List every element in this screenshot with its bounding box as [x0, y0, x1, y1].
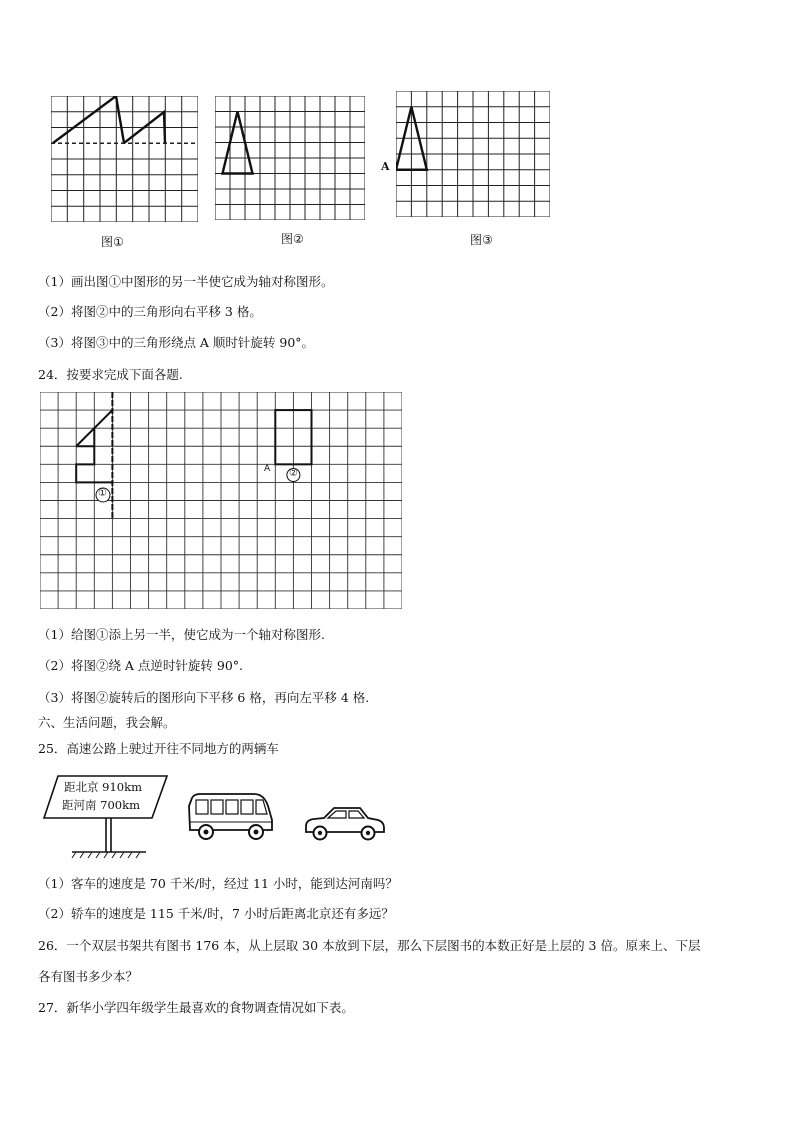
caption-figure-3: 图③: [470, 233, 493, 247]
q26-line-1: 26．一个双层书架共有图书 176 本，从上层取 30 本放到下层，那么下层图书的本数正好是上层的 3 倍。原来上、下层: [38, 938, 701, 953]
q25-item-2: （2）轿车的速度是 115 千米/时，7 小时后距离北京还有多远？: [38, 906, 394, 921]
car-image: [302, 804, 386, 842]
q26-line-2: 各有图书多少本？: [38, 969, 139, 984]
q24-grid: [40, 392, 402, 609]
q24-item-1: （1）给图①添上另一半，使它成为一个轴对称图形.: [38, 627, 325, 642]
q24-point-a-label: A: [264, 464, 271, 474]
q23-item-1: （1）画出图①中图形的另一半使它成为轴对称图形。: [38, 274, 334, 289]
caption-figure-1: 图①: [101, 235, 124, 249]
q27-line-1: 27．新华小学四年级学生最喜欢的食物调查情况如下表。: [38, 1000, 354, 1015]
grid-figure-1: [51, 96, 198, 222]
q25-item-1: （1）客车的速度是 70 千米/时，经过 11 小时，能到达河南吗？: [38, 876, 398, 891]
sign-line-1: 距北京 910km: [64, 780, 142, 794]
q23-item-2: （2）将图②中的三角形向右平移 3 格。: [38, 304, 262, 319]
grid-figure-2: [215, 96, 365, 220]
q24-item-3: （3）将图②旋转后的图形向下平移 6 格，再向左平移 4 格.: [38, 690, 370, 705]
q24-item-2: （2）将图②绕 A 点逆时针旋转 90°.: [38, 658, 244, 673]
q24-fig2-label: ②: [289, 468, 298, 479]
sign-line-2: 距河南 700km: [62, 798, 140, 812]
grid-figure-3: [396, 91, 550, 217]
q23-item-3: （3）将图③中的三角形绕点 A 顺时针旋转 90°。: [38, 335, 315, 350]
caption-figure-2: 图②: [281, 232, 304, 246]
section-6-title: 六、生活问题，我会解。: [38, 715, 176, 730]
point-a-label-top: A: [381, 160, 390, 173]
q24-fig1-label: ①: [98, 488, 107, 499]
q24-title: 24．按要求完成下面各题.: [38, 367, 183, 382]
q25-title: 25．高速公路上驶过开往不同地方的两辆车: [38, 741, 279, 756]
bus-image: [186, 792, 276, 842]
